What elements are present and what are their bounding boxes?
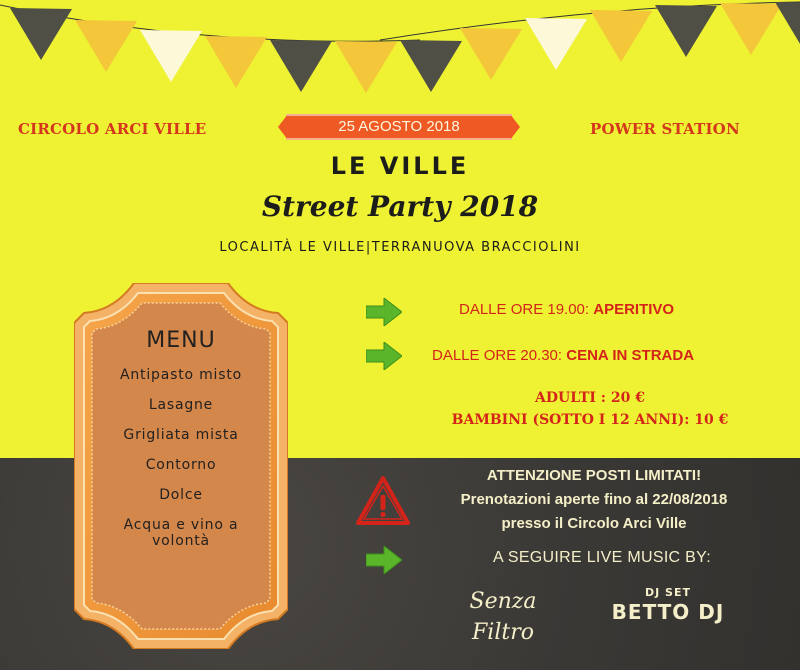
live-music-label: A SEGUIRE LIVE MUSIC BY:	[493, 549, 711, 566]
dj-set-label: DJ SET	[645, 586, 691, 599]
price-adults: ADULTI : 20 €	[535, 390, 645, 406]
menu-item: Acqua e vino a volontà	[123, 517, 239, 549]
bunting-flag	[10, 8, 72, 60]
band-name-line2: Filtro	[472, 620, 534, 645]
schedule-time: DALLE ORE 19.00:	[459, 301, 594, 318]
bunting-flag	[140, 30, 202, 82]
bunting-flag	[270, 40, 332, 92]
menu-content	[74, 328, 288, 563]
menu-item: Antipasto misto	[120, 367, 242, 383]
notice-warning: ATTENZIONE POSTI LIMITATI!	[486, 467, 702, 484]
band-name-line1: Senza	[469, 589, 537, 614]
warning-icon	[356, 476, 410, 526]
schedule-event: CENA IN STRADA	[566, 347, 695, 364]
schedule-time: DALLE ORE 20.30:	[432, 347, 567, 364]
arrow-right-icon	[366, 298, 402, 326]
menu-item: Lasagne	[148, 397, 214, 413]
schedule-aperitivo	[459, 301, 674, 318]
dj-name: BETTO DJ	[611, 600, 725, 624]
left-organizer: CIRCOLO ARCI VILLE	[18, 120, 207, 138]
right-organizer: POWER STATION	[590, 120, 740, 138]
prices	[450, 387, 730, 431]
band-senza-filtro	[462, 586, 544, 648]
menu-item: Contorno	[145, 457, 217, 473]
bunting-flag	[655, 5, 717, 57]
bunting-flag	[205, 36, 267, 88]
bunting-flag	[335, 41, 397, 93]
menu-item: Dolce	[159, 487, 203, 503]
menu-item: Grigliata mista	[123, 427, 239, 443]
notice-booking: Prenotazioni aperte fino al 22/08/2018	[460, 491, 728, 508]
bunting-flag	[590, 10, 652, 62]
notice-place: presso il Circolo Arci Ville	[501, 515, 687, 532]
bunting-flag	[525, 18, 587, 70]
event-date: 25 AGOSTO 2018	[338, 118, 460, 135]
bunting-flag	[75, 20, 137, 72]
notice	[418, 464, 770, 536]
bunting-flag	[400, 40, 462, 92]
schedule-cena	[432, 347, 694, 364]
event-subtitle: Street Party 2018	[261, 190, 539, 223]
bunting-flag	[775, 2, 800, 54]
price-children: BAMBINI (SOTTO I 12 ANNI): 10 €	[451, 412, 729, 428]
bunting-flag	[720, 3, 782, 55]
event-title: LE VILLE	[330, 152, 470, 180]
event-location: LOCALITÀ LE VILLE|TERRANUOVA BRACCIOLINI	[219, 240, 581, 255]
date-ribbon	[278, 114, 520, 140]
schedule-event: APERITIVO	[593, 301, 675, 318]
arrow-right-icon	[366, 342, 402, 370]
arrow-right-icon	[366, 546, 402, 574]
bunting-flag	[460, 28, 522, 80]
menu-title: MENU	[146, 328, 216, 353]
bunting-flags	[0, 0, 800, 110]
